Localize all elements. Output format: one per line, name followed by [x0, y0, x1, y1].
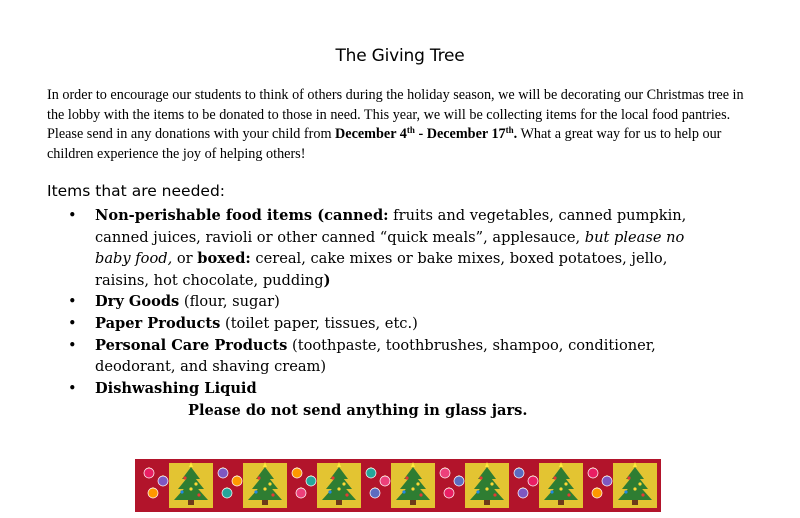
christmas-tree-icon [317, 462, 361, 508]
intro-paragraph [47, 86, 759, 164]
bullet-icon: • [68, 293, 77, 311]
christmas-tree-icon [169, 462, 213, 508]
list-item-food: • Non-perishable food items (canned: fruits and vegetables, canned pumpkin, canned juices, ravioli or other canned “quick meals”, applesauce, but please no baby food, or boxed: cereal, cake mixes or bake mixes, boxed potatoes, jello, raisins, hot chocolate, pudding) [68, 207, 687, 289]
needed-items-list [68, 205, 718, 399]
bullet-icon: • [68, 314, 77, 332]
christmas-border-graphic [135, 459, 661, 512]
christmas-tree-icon [243, 462, 287, 508]
intro-text: In order to encourage our students to think of others during the holiday season, we will be decorating our Christmas tree in the lobby with the items to be donated to those in need. This year, we will be collecting items for the local food pantries. Please send in any donations with your child from [47, 87, 744, 142]
christmas-border [135, 459, 661, 512]
list-item-dry-goods: • Dry Goods (flour, sugar) [68, 291, 718, 313]
start-date: December 4th - [335, 125, 424, 142]
christmas-tree-icon [613, 462, 657, 508]
christmas-tree-icon [391, 462, 435, 508]
list-item-personal-care: • Personal Care Products (toothpaste, toothbrushes, shampoo, conditioner, deodorant, and shaving cream) [68, 336, 656, 376]
page-title: The Giving Tree [335, 46, 465, 66]
christmas-tree-icon [539, 462, 583, 508]
glass-jars-note: Please do not send anything in glass jars. [188, 402, 528, 419]
bullet-icon: • [68, 379, 77, 397]
list-item-dishwashing: • Dishwashing Liquid [68, 378, 718, 400]
items-heading: Items that are needed: [47, 182, 226, 200]
list-item-paper-products: • Paper Products (toilet paper, tissues, etc.) [68, 313, 718, 335]
bullet-icon: • [68, 336, 77, 354]
bullet-icon: • [68, 207, 77, 224]
intro-closing: What a great way for us to help our children experience the joy of helping others! [47, 126, 722, 162]
christmas-tree-icon [465, 462, 509, 508]
end-date: December 17th. [426, 125, 518, 142]
